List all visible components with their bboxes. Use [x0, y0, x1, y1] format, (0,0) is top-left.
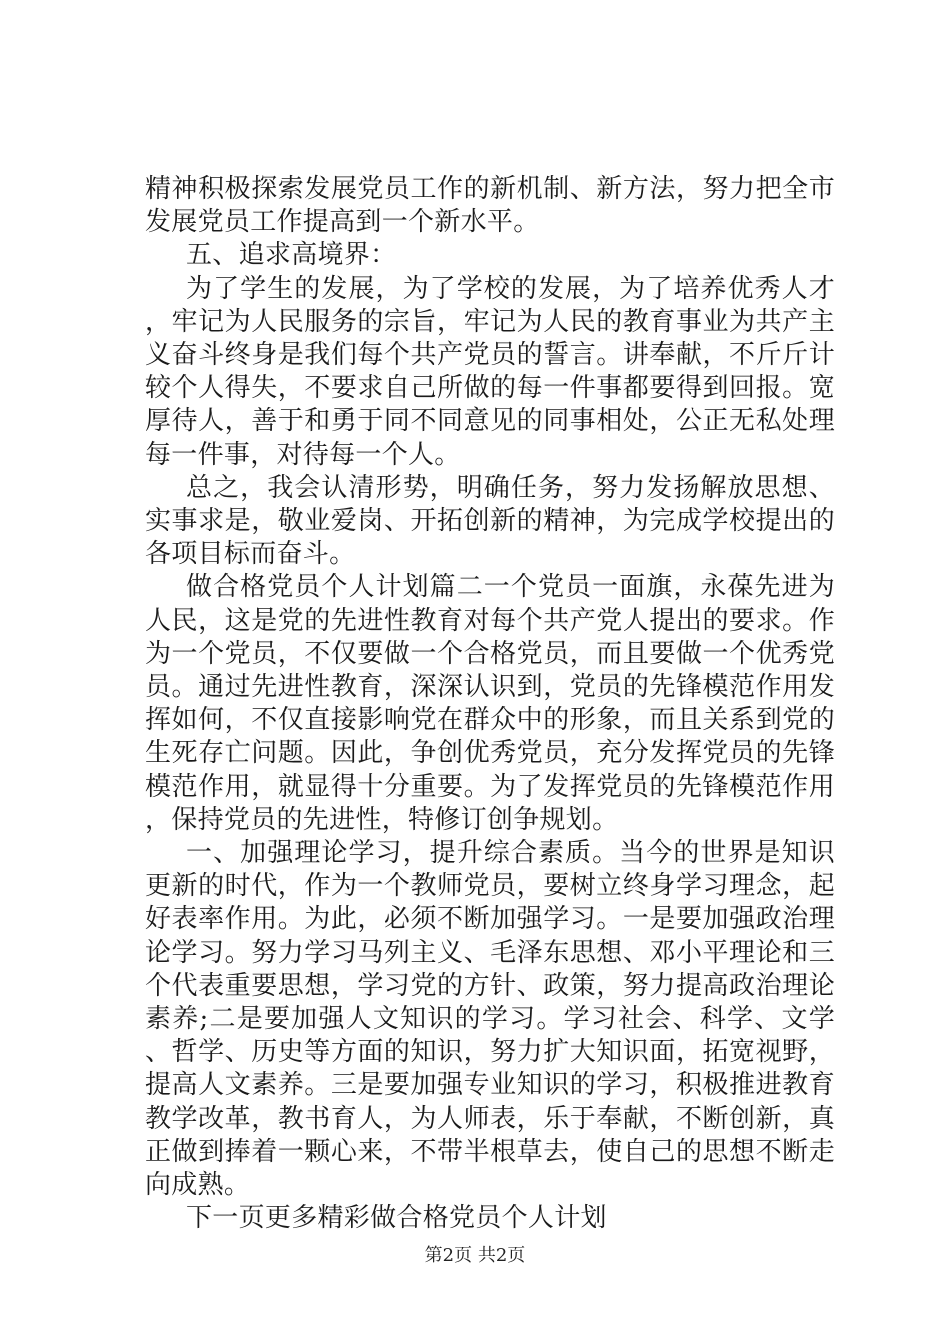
document-body — [145, 173, 835, 1236]
paragraph-pursue-high-realm: 为了学生的发展，为了学校的发展，为了培养优秀人才，牢记为人民服务的宗旨，牢记为人民的教育事业为共产主义奋斗终身是我们每个共产党员的誓言。讲奉献，不斤斤计较个人得失，不要求自己所做的每一件事都要得到回报。宽厚待人，善于和勇于同不同意见的同事相处，公正无私处理每一件事，对待每一个人。 — [145, 273, 835, 470]
paragraph-article-two-intro: 做合格党员个人计划篇二一个党员一面旗，永葆先进为人民，这是党的先进性教育对每个共产党人提出的要求。作为一个党员，不仅要做一个合格党员，而且要做一个优秀党员。通过先进性教育，深深认识到，党员的先锋模范作用发挥如何，不仅直接影响党在群众中的形象，而且关系到党的生死存亡问题。因此，争创优秀党员，充分发挥党员的先锋模范作用，就显得十分重要。为了发挥党员的先锋模范作用，保持党员的先进性，特修订创争规划。 — [145, 572, 835, 835]
paragraph-continued: 精神积极探索发展党员工作的新机制、新方法，努力把全市发展党员工作提高到一个新水平。 — [145, 174, 835, 238]
page-number-footer: 第2页 共2页 — [424, 1245, 526, 1266]
section-heading-pursue-high-realm: 五、追求高境界： — [186, 240, 397, 271]
next-page-link[interactable]: 下一页更多精彩做合格党员个人计划 — [186, 1203, 607, 1234]
paragraph-summary: 总之，我会认清形势，明确任务，努力发扬解放思想、实事求是，敬业爱岗、开拓创新的精神，为完成学校提出的各项目标而奋斗。 — [145, 472, 835, 570]
paragraph-theory-study: 一、加强理论学习，提升综合素质。当今的世界是知识更新的时代，作为一个教师党员，要树立终身学习理念，起好表率作用。为此，必须不断加强学习。一是要加强政治理论学习。努力学习马列主义、毛泽东思想、邓小平理论和三个代表重要思想，学习党的方针、政策，努力提高政治理论素养;二是要加强人文知识的学习。学习社会、科学、文学、哲学、历史等方面的知识，努力扩大知识面，拓宽视野，提高人文素养。三是要加强专业知识的学习，积极推进教育教学改革，教书育人，为人师表，乐于奉献，不断创新，真正做到捧着一颗心来，不带半根草去，使自己的思想不断走向成熟。 — [145, 838, 835, 1201]
